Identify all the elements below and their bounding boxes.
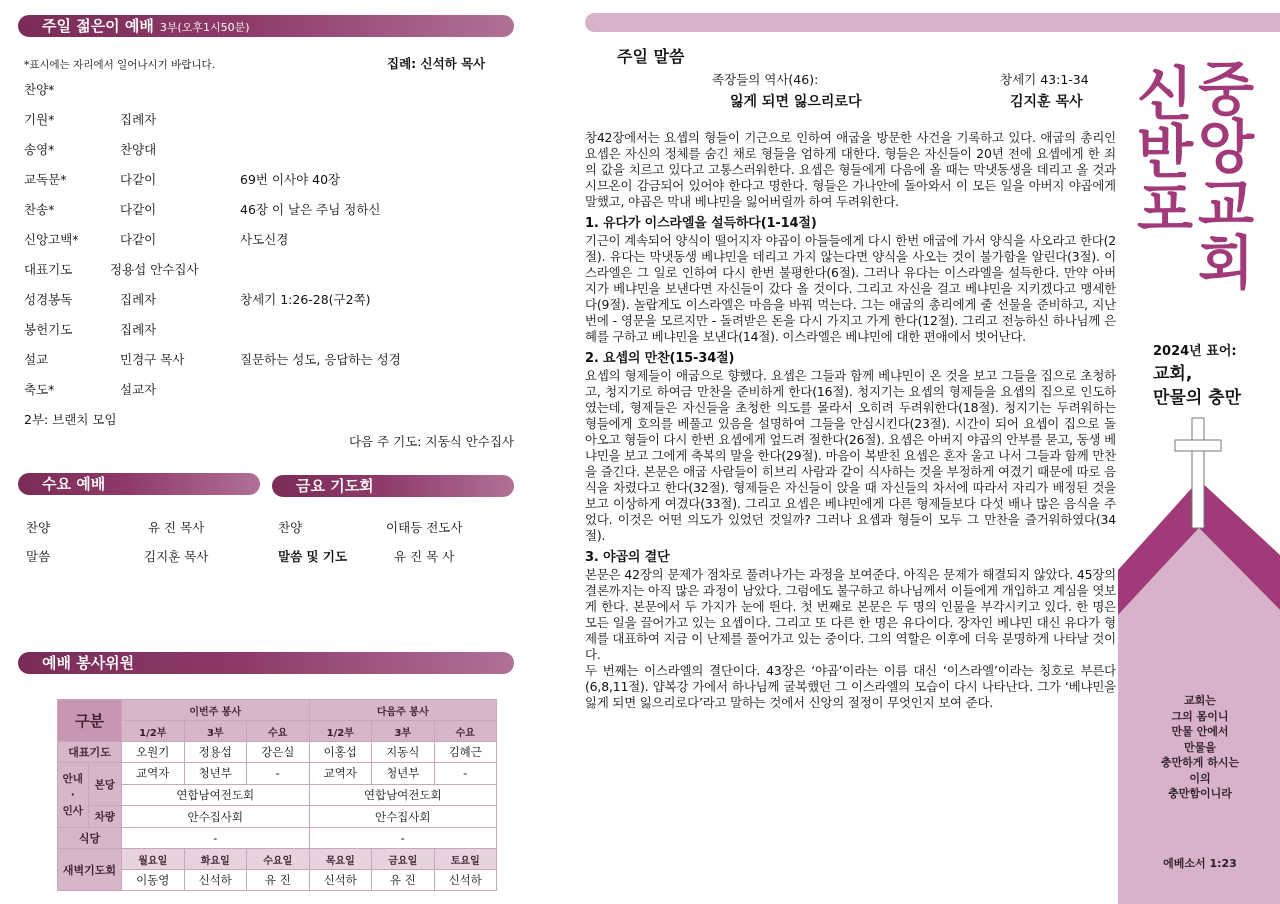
- sermon-body: [585, 130, 1116, 711]
- motto-year: 2024년 표어:: [1153, 344, 1237, 359]
- verse: 교회는 그의 몸이니 만물 안에서 만물을 충만하게 하시는 이의 충만함이니라: [1160, 694, 1240, 800]
- service-header: [18, 652, 514, 674]
- order-row: 기원* 집례자: [24, 112, 157, 127]
- order-row: 대표기도 정용섭 안수집사: [24, 262, 199, 277]
- friday-header: [272, 475, 514, 497]
- order-row: 찬양*: [24, 82, 55, 97]
- order-row: 교독문* 다같이 69번 이사야 40장: [24, 172, 341, 187]
- sermon-heading-3: 3. 야곱의 결단: [585, 550, 670, 565]
- sermon-paragraph-1: 기근이 계속되어 양식이 떨어지자 야곱이 아들들에게 다시 한번 애굽에 가서 양식을 사오라고 한다(2절). 유다는 막냇동생 베냐민을 데리고 가지 않는다면 양식을 사오는 것이 불가함을 알린다(3절). 이스라엘은 그 일로 인하여 다시 한번 불평한다(6절). 그러나 유다는 이스라엘을 설득한다. 만약 아버지가 베냐민을 보낸다면 자신들이 갔다 올 것이다. 그리고 자신을 걸고 베냐민을 지키겠다고 맹세한다(9절). 놀랍게도 이스라엘은 마음을 바꿔 먹는다. 그는 애굽의 총리에게 줄 선물을 준비하고, 지난번에 - 영문을 모르지만 - 돌려받은 돈을 다시 가지고 가게 한다(12절). 그리고 전능하신 하나님께 은혜를 구하고 베냐민을 보낸다(14절). 이스라엘은 베냐민에 대한 편애에서 벗어난다.: [585, 233, 1116, 344]
- church-roof-icon: [1118, 400, 1280, 660]
- top-decor-bar: [585, 13, 1280, 32]
- sermon-paragraph-3: 본문은 42장의 문제가 점차로 풀려나가는 과정을 보여준다. 아직은 문제가 해결되지 않았다. 45장의 결론까지는 아직 많은 과정이 남았다. 그럼에도 불구하고 하나님께서 이들에게 개입하고 계심을 엿보게 한다. 본문에서 두 가지가 눈에 띈다. 첫 번째로 본문은 두 명의 인물을 부각시키고 있다. 한 명은 모든 일을 끌어가고 있는 요셉이다. 그리고 또 다른 한 명은 유다이다. 장자인 베냐민 대신 유다가 형제를 대표하여 지금 이 난제를 풀어가고 있는 중이다. 그의 역할은 이후에 더욱 분명하게 나타날 것이다.: [585, 567, 1116, 662]
- church-name-col2: 중 앙 교 회: [1198, 55, 1255, 297]
- standing-note: *표시에는 자리에서 일어나시기 바랍니다.: [24, 59, 216, 71]
- sunday-youth-time: 3부(오후1시50분): [159, 21, 250, 34]
- sermon-paragraph-4: 두 번째는 이스라엘의 결단이다. 43장은 ‘야곱’이라는 이름 대신 ‘이스라엘’이라는 칭호로 부른다(6,8,11절). 얍복강 가에서 하나님께 굴복했던 그 이스라엘의 모습이 다시 나타난다. 그가 ‘베냐민을 잃게 되면 잃으리로다’라고 말하는 것에서 신앙의 절정이 무엇인지 보여 준다.: [585, 663, 1116, 710]
- order-row: 신앙고백* 다같이 사도신경: [24, 232, 289, 247]
- sermon-title: 잃게 되면 잃으리로다: [730, 94, 862, 110]
- sunday-youth-title: 주일 젊은이 예배: [42, 17, 154, 35]
- sunday-youth-header: [18, 15, 514, 37]
- wednesday-header: [18, 473, 260, 495]
- motto: 교회, 만물의 충만: [1153, 364, 1242, 408]
- order-row: 성경봉독 집례자 창세기 1:26-28(구2쪽): [24, 292, 371, 307]
- sermon-intro: 창42장에서는 요셉의 형들이 기근으로 인하여 애굽을 방문한 사건을 기록하고 있다. 애굽의 총리인 요셉은 자신의 정체를 숨긴 채로 형들을 엄하게 대한다. 형들은 자신들이 20년 전에 요셉에게 한 죄의 값을 치르고 있다고 고통스러워한다. 요셉은 형들에게 다음에 올 때는 막냇동생을 데리고 올 것과 시므온이 감금되어 있어야 한다고 명한다. 형들은 가나안에 돌아와서 이 모든 일을 아버지 야곱에게 말했고, 야곱은 막내 베냐민을 잃어버릴까 하여 두려워한다.: [585, 130, 1116, 209]
- sermon-label: 주일 말씀: [617, 47, 685, 66]
- presiding-leader: 집례: 신석하 목사: [387, 56, 486, 71]
- friday-title: 금요 기도회: [296, 477, 374, 495]
- order-row: 설교 민경구 목사 질문하는 성도, 응답하는 성경: [24, 352, 401, 367]
- next-prayer-row: [24, 432, 514, 462]
- service-title: 예배 봉사위원: [42, 654, 135, 672]
- sermon-preacher: 김지훈 목사: [1010, 94, 1083, 110]
- sermon-series: 족장들의 역사(46):: [712, 72, 819, 87]
- church-name-col1: 신 반 포: [1137, 60, 1194, 244]
- order-of-worship: [24, 80, 514, 462]
- order-row: 찬송* 다같이 46장 이 날은 주님 정하신: [24, 202, 381, 217]
- service-table: 구분 이번주 봉사 다음주 봉사 1/2부 3부 수요 1/2부 3부 수요 대표기도 오원기 정용섭 강은실 이홍섭 지동식 김혜근 안내 · 인사 본당 차량 교역자 청년부 - 교역자 청년부 - 연합남여전도회 연합남여전도회 안수집사회 안수집사회 식당 - - 새벽기도회 월요일 화요일 수요일 목요일 금요일 토요일 이동영 신석하 유 진 신석하 유 진 신석하: [57, 699, 497, 891]
- part2-row: 2부: 브랜치 모임: [24, 412, 117, 427]
- order-row: 축도* 설교자: [24, 382, 157, 397]
- wednesday-title: 수요 예배: [42, 475, 106, 493]
- order-row: 송영* 찬양대: [24, 142, 157, 157]
- order-row: 봉헌기도 집례자: [24, 322, 157, 337]
- sermon-heading-1: 1. 유다가 이스라엘을 설득하다(1-14절): [585, 216, 817, 231]
- sermon-paragraph-2: 요셉의 형제들이 애굽으로 향했다. 요셉은 그들과 함께 베냐민이 온 것을 보고 그들을 집으로 초청하고, 청지기로 하여금 만찬을 준비하게 한다(16절). 청지기는 요셉의 형제들을 요셉의 집으로 인도하였는데, 형제들은 자신들을 초청한 의도를 몰라서 오히려 두려워한다(18절). 청지기는 두려워하는 형들에게 호의를 베풀고 있음을 설명하여 그들을 안심시킨다(23절). 시간이 되어 요셉이 집으로 돌아오고 형들이 다시 한번 요셉에게 엎드려 절한다(26절). 요셉은 아버지 야곱의 안부를 묻고, 동생 베냐민을 보고 그에게 축복의 말을 한다(29절). 마음이 복받친 요셉은 혼자 울고 나서 그들과 함께 만찬을 즐긴다. 본문은 애굽 사람들이 히브리 사람과 같이 식사하는 것을 부정하게 여겼기 때문에 따로 음식을 차렸다고 한다(32절). 형제들은 자신들이 앉을 때 자신들의 차서에 따라서 자리가 배정된 것을 보고 이상하게 여겼다(33절). 그리고 요셉은 베냐민에게 다른 형제들보다 다섯 배나 많은 음식을 주었다. 이것은 어떤 의도가 있었던 것일까? 그러나 요셉과 형들이 모두 그 만찬을 즐거워하였다(34절).: [585, 368, 1116, 543]
- sermon-heading-2: 2. 요셉의 만찬(15-34절): [585, 351, 735, 366]
- verse-reference: 에베소서 1:23: [1163, 857, 1237, 870]
- sermon-scripture: 창세기 43:1-34: [1000, 72, 1089, 87]
- next-prayer: 다음 주 기도: 지동식 안수집사: [348, 434, 514, 449]
